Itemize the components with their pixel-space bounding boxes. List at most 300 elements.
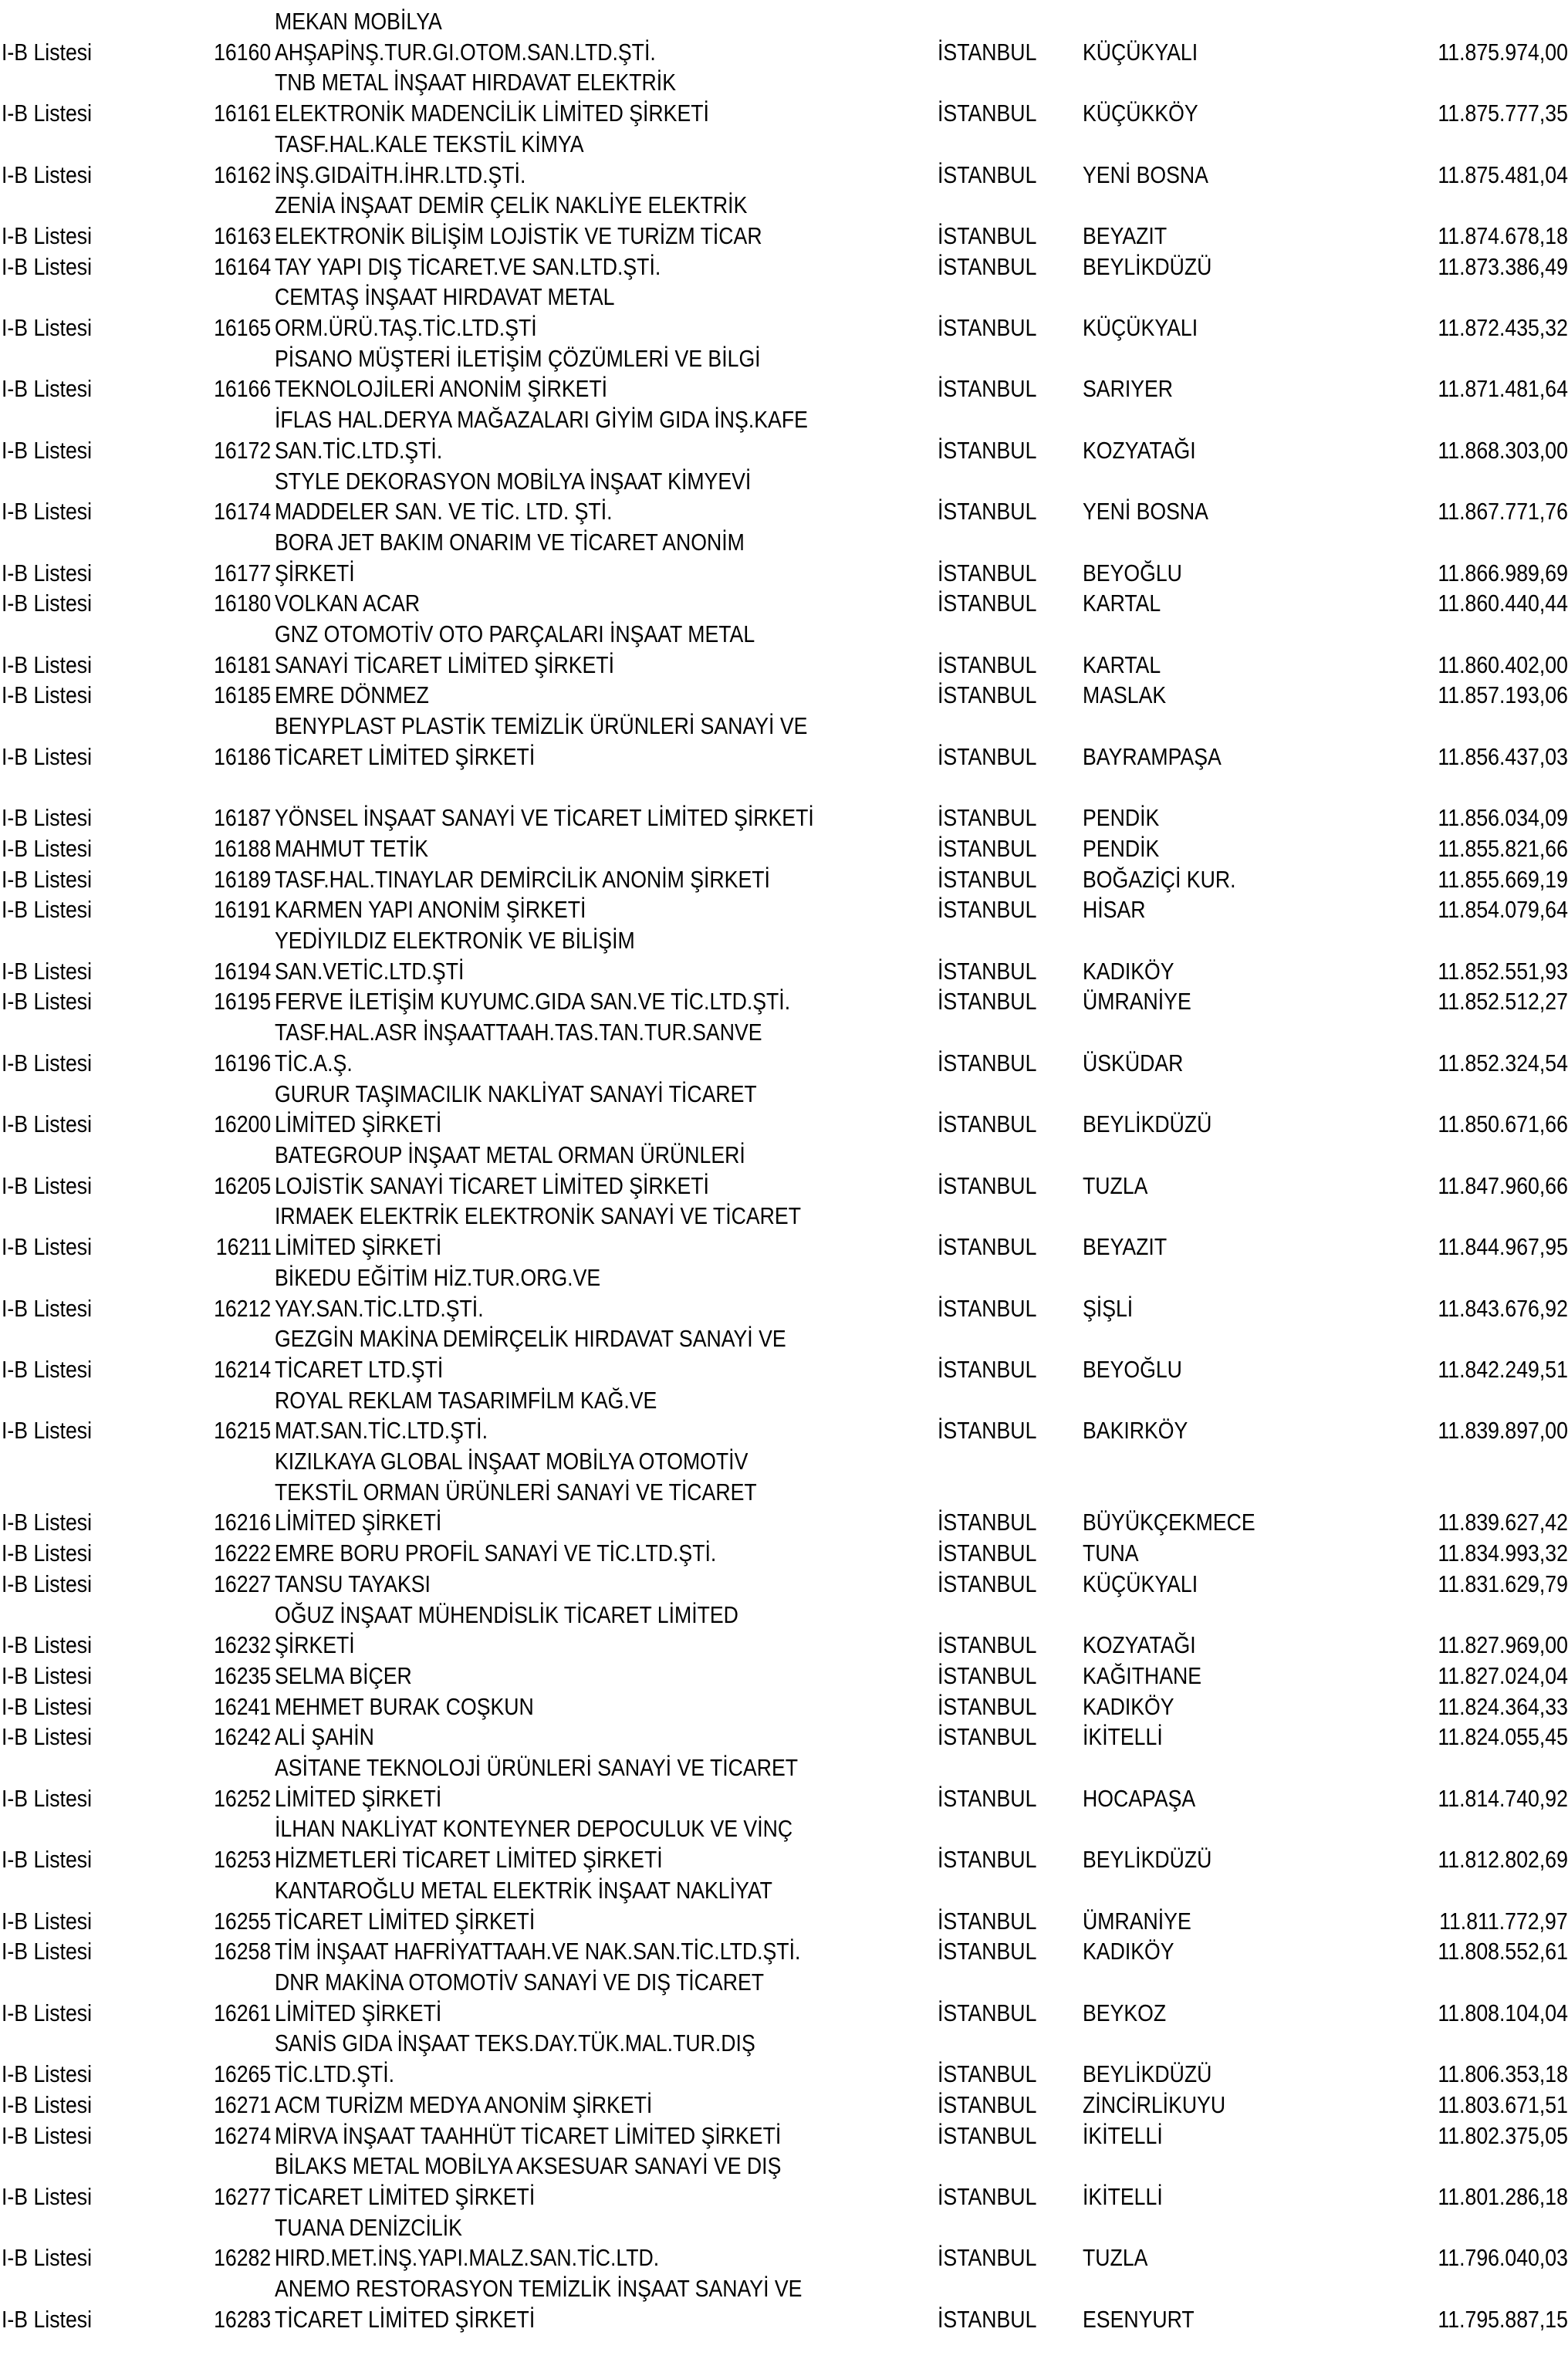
company-name-cell [272,864,938,895]
district-cell: İKİTELLİ [1082,2121,1163,2149]
company-name-line: PİSANO MÜŞTERİ İLETİŞİM ÇÖZÜMLERİ VE BİLGİ [274,344,761,372]
amount-cell: 11.808.104,04 [1438,1999,1568,2026]
amount-cell: 11.875.777,35 [1438,100,1568,127]
district-cell: TUZLA [1082,1171,1148,1199]
company-name-cell [272,2212,938,2273]
district-cell: KAĞITHANE [1082,1661,1201,1689]
amount-cell: 11.839.897,00 [1438,1417,1568,1445]
record-number-cell: 16194 [214,957,272,985]
list-type-cell: I-B Listesi [2,498,93,526]
table-row [0,2090,1568,2121]
record-number-cell: 16195 [214,988,272,1016]
amount-cell: 11.803.671,51 [1438,2090,1568,2118]
company-name-line: LİMİTED ŞİRKETİ [274,1509,441,1536]
district-cell: İKİTELLİ [1082,2182,1163,2210]
company-name-cell [272,1600,938,1661]
company-name-line: MAHMUT TETİK [274,834,428,862]
city-cell: İSTANBUL [937,804,1037,832]
company-name-line: SAN.VETİC.LTD.ŞTİ [274,957,465,985]
company-name-cell [272,1140,938,1201]
amount-cell: 11.808.552,61 [1438,1938,1568,1965]
company-name-cell [272,2028,938,2089]
company-name-line: LOJİSTİK SANAYİ TİCARET LİMİTED ŞİRKETİ [274,1171,709,1199]
list-type-cell: I-B Listesi [2,1110,93,1138]
district-cell: KOZYATAĞI [1082,1631,1196,1659]
district-cell: ŞİŞLİ [1082,1294,1133,1322]
company-name-cell [272,1446,938,1538]
record-number-cell: 16265 [214,2060,272,2088]
list-type-cell: I-B Listesi [2,1692,93,1720]
amount-cell: 11.856.034,09 [1438,804,1568,832]
table-row [0,1140,1568,1201]
company-name-line: ELEKTRONİK MADENCİLİK LİMİTED ŞİRKETİ [274,100,709,127]
company-name-cell [272,1813,938,1874]
company-name-cell [272,1661,938,1692]
district-cell: KADIKÖY [1082,957,1174,985]
amount-cell: 11.795.887,15 [1438,2305,1568,2333]
record-number-cell: 16205 [214,1171,272,1199]
city-cell: İSTANBUL [937,1570,1037,1597]
amount-cell: 11.806.353,18 [1438,2060,1568,2088]
company-name-line: TASF.HAL.ASR İNŞAATTAAH.TAS.TAN.TUR.SANVE [274,1019,762,1046]
company-name-line: VOLKAN ACAR [274,590,420,617]
company-name-cell [272,2090,938,2121]
city-cell: İSTANBUL [937,161,1037,188]
district-cell: KARTAL [1082,590,1161,617]
company-name-line: GNZ OTOMOTİV OTO PARÇALARI İNŞAAT METAL [274,620,755,648]
list-type-cell: I-B Listesi [2,896,93,924]
company-name-line: STYLE DEKORASYON MOBİLYA İNŞAAT KİMYEVİ [274,467,751,495]
district-cell: TUNA [1082,1539,1139,1567]
company-name-line: EMRE BORU PROFİL SANAYİ VE TİC.LTD.ŞTİ. [274,1539,716,1567]
company-name-line: FERVE İLETİŞİM KUYUMC.GIDA SAN.VE TİC.LTD.ŞTİ. [274,988,790,1016]
amount-cell: 11.860.440,44 [1438,590,1568,617]
record-number-cell: 16235 [214,1661,272,1689]
company-name-cell [272,527,938,588]
company-name-cell [272,986,938,1017]
amount-cell: 11.875.974,00 [1438,38,1568,66]
company-name-cell [272,711,938,772]
company-name-cell [272,894,938,925]
company-name-line: TUANA DENİZCİLİK [274,2213,462,2241]
table-row [0,282,1568,343]
list-type-cell: I-B Listesi [2,314,93,342]
company-name-cell [272,1323,938,1384]
amount-cell: 11.847.960,66 [1438,1171,1568,1199]
company-name-line: ELEKTRONİK BİLİŞİM LOJİSTİK VE TURİZM TİCAR [274,221,762,249]
city-cell: İSTANBUL [937,1999,1037,2026]
city-cell: İSTANBUL [937,1355,1037,1383]
record-number-cell: 16277 [214,2182,272,2210]
amount-cell: 11.875.481,04 [1438,161,1568,188]
district-cell: KÜÇÜKKÖY [1082,100,1198,127]
table-row [0,588,1568,619]
company-name-cell [272,833,938,864]
company-name-line: YAY.SAN.TİC.LTD.ŞTİ. [274,1294,484,1322]
city-cell: İSTANBUL [937,681,1037,709]
company-name-line: YEDİYILDIZ ELEKTRONİK VE BİLİŞİM [274,927,635,955]
list-type-cell: I-B Listesi [2,2060,93,2088]
company-name-line: ZENİA İNŞAAT DEMİR ÇELİK NAKLİYE ELEKTRİK [274,191,748,219]
record-number-cell: 16222 [214,1539,272,1567]
company-name-line: GURUR TAŞIMACILIK NAKLİYAT SANAYİ TİCARET [274,1080,757,1107]
district-cell: MASLAK [1082,681,1166,709]
city-cell: İSTANBUL [937,2182,1037,2210]
table-row [0,1661,1568,1692]
city-cell: İSTANBUL [937,1509,1037,1536]
district-cell: KÜÇÜKYALI [1082,38,1198,66]
company-name-line: KIZILKAYA GLOBAL İNŞAAT MOBİLYA OTOMOTİV [274,1448,749,1475]
table-row [0,190,1568,251]
company-name-line: TİCARET LİMİTED ŞİRKETİ [274,742,535,770]
table-row [0,466,1568,527]
district-cell: ZİNCİRLİKUYU [1082,2090,1225,2118]
amount-cell: 11.852.324,54 [1438,1049,1568,1076]
list-type-cell: I-B Listesi [2,590,93,617]
district-cell: BAYRAMPAŞA [1082,742,1222,770]
amount-cell: 11.871.481,64 [1438,375,1568,403]
city-cell: İSTANBUL [937,2244,1037,2272]
city-cell: İSTANBUL [937,1723,1037,1751]
amount-cell: 11.856.437,03 [1438,742,1568,770]
city-cell: İSTANBUL [937,314,1037,342]
city-cell: İSTANBUL [937,1539,1037,1567]
district-cell: BEYAZIT [1082,1233,1167,1261]
amount-cell: 11.839.627,42 [1438,1509,1568,1536]
table-row [0,2212,1568,2273]
company-name-line: TİM İNŞAAT HAFRİYATTAAH.VE NAK.SAN.TİC.LTD.ŞTİ. [274,1938,801,1965]
table-row [0,252,1568,282]
city-cell: İSTANBUL [937,834,1037,862]
list-type-cell: I-B Listesi [2,957,93,985]
record-number-cell: 16166 [214,375,272,403]
amount-cell: 11.827.024,04 [1438,1661,1568,1689]
record-number-cell: 16161 [214,100,272,127]
record-number-cell: 16189 [214,865,272,893]
city-cell: İSTANBUL [937,1661,1037,1689]
list-type-cell: I-B Listesi [2,221,93,249]
company-name-cell [272,282,938,343]
city-cell: İSTANBUL [937,1938,1037,1965]
company-name-line: SAN.TİC.LTD.ŞTİ. [274,436,442,464]
city-cell: İSTANBUL [937,2121,1037,2149]
record-number-cell: 16164 [214,252,272,280]
district-cell: BEYAZIT [1082,221,1167,249]
record-number-cell: 16214 [214,1355,272,1383]
company-name-line: SANAYİ TİCARET LİMİTED ŞİRKETİ [274,651,614,678]
amount-cell: 11.855.669,19 [1438,865,1568,893]
city-cell: İSTANBUL [937,498,1037,526]
district-cell: BEYOĞLU [1082,559,1182,586]
amount-cell: 11.812.802,69 [1438,1846,1568,1874]
city-cell: İSTANBUL [937,1907,1037,1935]
record-number-cell: 16282 [214,2244,272,2272]
district-cell: KADIKÖY [1082,1692,1174,1720]
company-name-line: ŞİRKETİ [274,1631,355,1659]
amount-cell: 11.850.671,66 [1438,1110,1568,1138]
table-row [0,1385,1568,1446]
amount-cell: 11.844.967,95 [1438,1233,1568,1261]
record-number-cell: 16216 [214,1509,272,1536]
table-row [0,1262,1568,1323]
list-type-cell: I-B Listesi [2,804,93,832]
record-number-cell: 16255 [214,1907,272,1935]
company-name-line: BORA JET BAKIM ONARIM VE TİCARET ANONİM [274,528,745,556]
city-cell: İSTANBUL [937,865,1037,893]
list-type-cell: I-B Listesi [2,375,93,403]
company-name-line: CEMTAŞ İNŞAAT HIRDAVAT METAL [274,283,615,311]
table-row [0,129,1568,190]
list-type-cell: I-B Listesi [2,1049,93,1076]
record-number-cell: 16241 [214,1692,272,1720]
company-name-line: İFLAS HAL.DERYA MAĞAZALARI GİYİM GIDA İNŞ.KAFE [274,406,808,434]
district-cell: BEYLİKDÜZÜ [1082,252,1212,280]
company-name-line: ROYAL REKLAM TASARIMFİLM KAĞ.VE [274,1386,657,1414]
amount-cell: 11.834.993,32 [1438,1539,1568,1567]
record-number-cell: 16188 [214,834,272,862]
record-number-cell: 16200 [214,1110,272,1138]
company-name-cell [272,1875,938,1936]
list-type-cell: I-B Listesi [2,2305,93,2333]
district-cell: HOCAPAŞA [1082,1784,1195,1812]
list-type-cell: I-B Listesi [2,742,93,770]
table-row [0,527,1568,588]
table-row [0,1752,1568,1813]
record-number-cell: 16165 [214,314,272,342]
table-row [0,1967,1568,2028]
list-type-cell: I-B Listesi [2,100,93,127]
company-name-cell [272,2121,938,2151]
company-name-line: TİC.LTD.ŞTİ. [274,2060,394,2088]
company-name-cell [272,1385,938,1446]
district-cell: YENİ BOSNA [1082,161,1208,188]
record-number-cell: 16211 [215,1233,272,1261]
company-name-line: MAT.SAN.TİC.LTD.ŞTİ. [274,1417,488,1445]
company-name-line: İNŞ.GIDAİTH.İHR.LTD.ŞTİ. [274,161,526,188]
company-name-cell [272,2273,938,2334]
company-name-line: LİMİTED ŞİRKETİ [274,1110,441,1138]
record-number-cell: 16163 [214,221,272,249]
amount-cell: 11.854.079,64 [1438,896,1568,924]
company-name-cell [272,1262,938,1323]
city-cell: İSTANBUL [937,1233,1037,1261]
list-type-cell: I-B Listesi [2,559,93,586]
list-type-cell: I-B Listesi [2,1723,93,1751]
company-name-line: TİCARET LİMİTED ŞİRKETİ [274,1907,535,1935]
company-name-cell [272,466,938,527]
company-name-cell [272,680,938,711]
company-name-line: KANTAROĞLU METAL ELEKTRİK İNŞAAT NAKLİYAT [274,1876,772,1904]
table-row [0,1936,1568,1967]
city-cell: İSTANBUL [937,2090,1037,2118]
city-cell: İSTANBUL [937,957,1037,985]
amount-cell: 11.866.989,69 [1438,559,1568,586]
table-row [0,619,1568,680]
record-number-cell: 16181 [214,651,272,678]
company-name-line: MADDELER SAN. VE TİC. LTD. ŞTİ. [274,498,613,526]
company-name-line: MEHMET BURAK COŞKUN [274,1692,534,1720]
amount-cell: 11.827.969,00 [1438,1631,1568,1659]
city-cell: İSTANBUL [937,2060,1037,2088]
table-row [0,1692,1568,1722]
city-cell: İSTANBUL [937,2305,1037,2333]
company-name-line: ORM.ÜRÜ.TAŞ.TİC.LTD.ŞTİ [274,314,537,342]
company-name-cell [272,404,938,465]
table-row [0,343,1568,404]
list-type-cell: I-B Listesi [2,1570,93,1597]
table-row [0,1813,1568,1874]
company-name-line: TEKSTİL ORMAN ÜRÜNLERİ SANAYİ VE TİCARET [274,1478,757,1506]
company-name-line: TASF.HAL.KALE TEKSTİL KİMYA [274,130,584,157]
company-name-line: TİCARET LTD.ŞTİ [274,1355,443,1383]
record-number-cell: 16187 [214,804,272,832]
company-name-line: YÖNSEL İNŞAAT SANAYİ VE TİCARET LİMİTED ŞİRKETİ [274,804,814,832]
company-name-line: HİZMETLERİ TİCARET LİMİTED ŞİRKETİ [274,1846,663,1874]
city-cell: İSTANBUL [937,590,1037,617]
district-cell: BEYLİKDÜZÜ [1082,2060,1212,2088]
table-row [0,711,1568,772]
company-name-line: AHŞAPİNŞ.TUR.GI.OTOM.SAN.LTD.ŞTİ. [274,38,656,66]
city-cell: İSTANBUL [937,252,1037,280]
list-type-cell: I-B Listesi [2,865,93,893]
company-name-line: ASİTANE TEKNOLOJİ ÜRÜNLERİ SANAYİ VE TİCARET [274,1754,798,1782]
table-row [0,803,1568,833]
table-row [0,1323,1568,1384]
company-name-cell [272,1692,938,1722]
district-cell: ÜMRANİYE [1082,988,1191,1016]
list-type-cell: I-B Listesi [2,681,93,709]
district-cell: BEYLİKDÜZÜ [1082,1846,1212,1874]
company-name-cell [272,1722,938,1752]
amount-cell: 11.855.821,66 [1438,834,1568,862]
table-row [0,67,1568,128]
list-type-cell: I-B Listesi [2,1539,93,1567]
list-type-cell: I-B Listesi [2,1938,93,1965]
district-cell: BEYLİKDÜZÜ [1082,1110,1212,1138]
city-cell: İSTANBUL [937,1692,1037,1720]
company-name-cell [272,803,938,833]
amount-cell: 11.852.551,93 [1438,957,1568,985]
company-name-cell [272,1752,938,1813]
district-cell: BEYKOZ [1082,1999,1166,2026]
city-cell: İSTANBUL [937,1784,1037,1812]
company-name-cell [272,2151,938,2212]
amount-cell: 11.868.303,00 [1438,436,1568,464]
table-row [0,833,1568,864]
company-name-line: MİRVA İNŞAAT TAAHHÜT TİCARET LİMİTED ŞİRKETİ [274,2121,781,2149]
company-name-line: MEKAN MOBİLYA [274,8,442,35]
company-name-cell [272,6,938,67]
record-number-cell: 16274 [214,2121,272,2149]
district-cell: ESENYURT [1082,2305,1195,2333]
record-number-cell: 16261 [214,1999,272,2026]
company-name-cell [272,343,938,404]
table-row [0,1722,1568,1752]
table-row [0,2121,1568,2151]
record-number-cell: 16258 [214,1938,272,1965]
city-cell: İSTANBUL [937,1110,1037,1138]
city-cell: İSTANBUL [937,1846,1037,1874]
company-name-line: TİCARET LİMİTED ŞİRKETİ [274,2182,535,2210]
table-row [0,1538,1568,1569]
company-name-line: TİCARET LİMİTED ŞİRKETİ [274,2305,535,2333]
company-name-line: LİMİTED ŞİRKETİ [274,1233,441,1261]
district-cell: BÜYÜKÇEKMECE [1082,1509,1255,1536]
company-name-cell [272,588,938,619]
company-name-line: ACM TURİZM MEDYA ANONİM ŞİRKETİ [274,2090,652,2118]
city-cell: İSTANBUL [937,1631,1037,1659]
list-type-cell: I-B Listesi [2,1907,93,1935]
city-cell: İSTANBUL [937,651,1037,678]
district-cell: PENDİK [1082,804,1159,832]
company-name-cell [272,252,938,282]
company-name-line: LİMİTED ŞİRKETİ [274,1784,441,1812]
city-cell: İSTANBUL [937,1049,1037,1076]
city-cell: İSTANBUL [937,559,1037,586]
company-name-cell [272,1201,938,1262]
record-number-cell: 16212 [214,1294,272,1322]
company-name-line: ANEMO RESTORASYON TEMİZLİK İNŞAAT SANAYİ VE [274,2275,803,2303]
amount-cell: 11.831.629,79 [1438,1570,1568,1597]
district-cell: BOĞAZİÇİ KUR. [1082,865,1236,893]
amount-cell: 11.852.512,27 [1438,988,1568,1016]
amount-cell: 11.872.435,32 [1438,314,1568,342]
city-cell: İSTANBUL [937,1417,1037,1445]
company-name-line: İLHAN NAKLİYAT KONTEYNER DEPOCULUK VE VİNÇ [274,1815,792,1843]
list-type-cell: I-B Listesi [2,1631,93,1659]
table-row [0,1875,1568,1936]
district-cell: KARTAL [1082,651,1161,678]
record-number-cell: 16196 [214,1049,272,1076]
district-cell: TUZLA [1082,2244,1148,2272]
company-name-cell [272,1569,938,1600]
table-row [0,2028,1568,2089]
amount-cell: 11.860.402,00 [1438,651,1568,678]
list-type-cell: I-B Listesi [2,2090,93,2118]
company-name-line: TNB METAL İNŞAAT HIRDAVAT ELEKTRİK [274,69,676,96]
list-type-cell: I-B Listesi [2,2121,93,2149]
record-number-cell: 16186 [214,742,272,770]
company-name-line: BATEGROUP İNŞAAT METAL ORMAN ÜRÜNLERİ [274,1141,745,1168]
city-cell: İSTANBUL [937,896,1037,924]
list-type-cell: I-B Listesi [2,2244,93,2272]
city-cell: İSTANBUL [937,38,1037,66]
company-name-line: SELMA BİÇER [274,1661,412,1689]
company-name-line: DNR MAKİNA OTOMOTİV SANAYİ VE DIŞ TİCARET [274,1968,764,1996]
company-name-line: TANSU TAYAKSI [274,1570,431,1597]
company-name-line: BİKEDU EĞİTİM HİZ.TUR.ORG.VE [274,1263,600,1291]
list-type-cell: I-B Listesi [2,1509,93,1536]
list-type-cell: I-B Listesi [2,1846,93,1874]
table-row [0,2273,1568,2334]
district-cell: ÜMRANİYE [1082,1907,1191,1935]
list-type-cell: I-B Listesi [2,1171,93,1199]
record-number-cell: 16283 [214,2305,272,2333]
amount-cell: 11.873.386,49 [1438,252,1568,280]
list-type-cell: I-B Listesi [2,988,93,1016]
table-row [0,2151,1568,2212]
amount-cell: 11.857.193,06 [1438,681,1568,709]
table-row [0,1017,1568,1078]
city-cell: İSTANBUL [937,988,1037,1016]
amount-cell: 11.867.771,76 [1438,498,1568,526]
company-name-cell [272,1017,938,1078]
company-name-line: TİC.A.Ş. [274,1049,353,1076]
city-cell: İSTANBUL [937,742,1037,770]
record-number-cell: 16242 [214,1723,272,1751]
company-name-line: HIRD.MET.İNŞ.YAPI.MALZ.SAN.TİC.LTD. [274,2244,659,2272]
record-number-cell: 16162 [214,161,272,188]
